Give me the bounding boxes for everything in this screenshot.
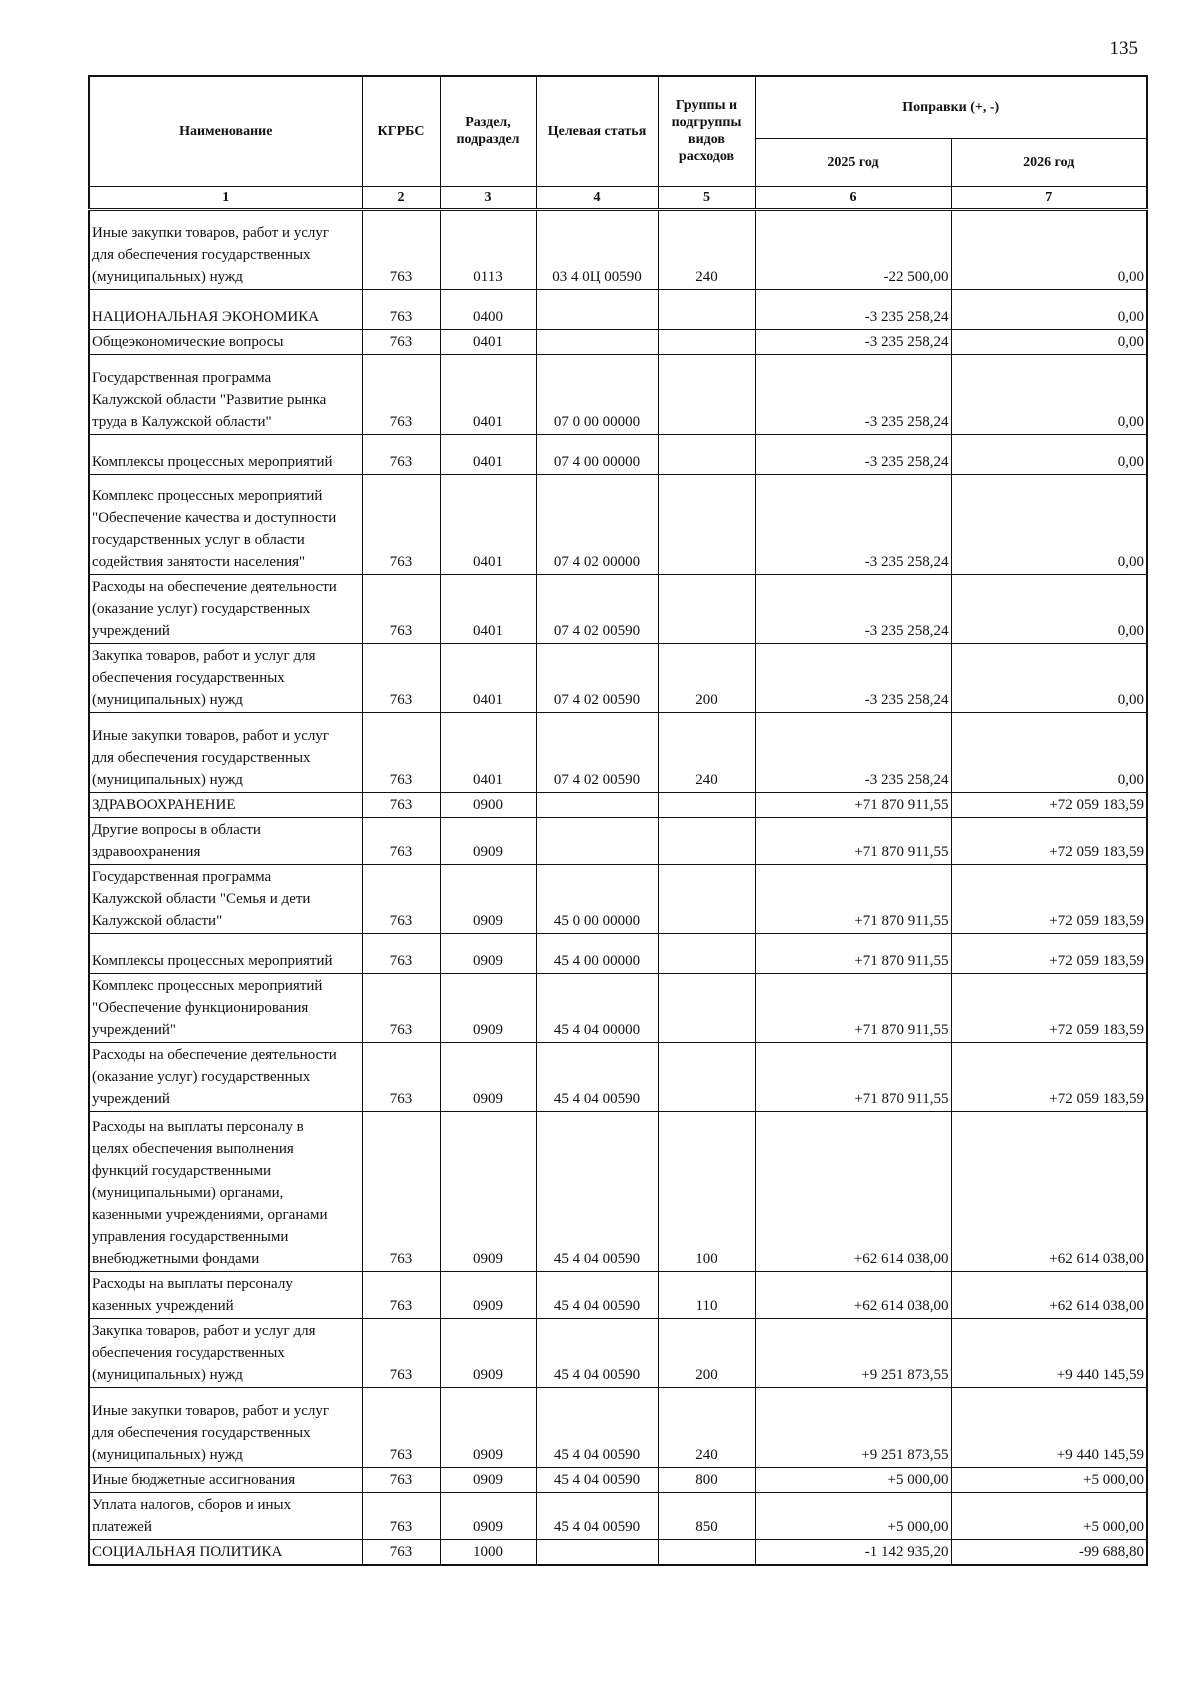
row-amendment-2026: +5 000,00 xyxy=(951,1467,1147,1492)
row-expense-group xyxy=(658,933,755,973)
row-name: Закупка товаров, работ и услуг для обеспечения государственных (муниципальных) нужд xyxy=(89,643,362,712)
row-kgrbs: 763 xyxy=(362,1271,440,1318)
row-kgrbs: 763 xyxy=(362,574,440,643)
column-number: 1 xyxy=(89,186,362,209)
row-section: 0909 xyxy=(440,1467,536,1492)
row-kgrbs: 763 xyxy=(362,1539,440,1565)
row-kgrbs: 763 xyxy=(362,973,440,1042)
row-name: Комплекс процессных мероприятий "Обеспечение функционирования учреждений" xyxy=(89,973,362,1042)
table-row xyxy=(89,817,1147,864)
row-section: 0909 xyxy=(440,1042,536,1111)
table-row xyxy=(89,574,1147,643)
row-name: Закупка товаров, работ и услуг для обеспечения государственных (муниципальных) нужд xyxy=(89,1318,362,1387)
row-amendment-2025: +71 870 911,55 xyxy=(755,973,951,1042)
row-section: 0909 xyxy=(440,933,536,973)
table-row xyxy=(89,1492,1147,1539)
row-target-article: 45 4 04 00590 xyxy=(536,1492,658,1539)
row-section: 0401 xyxy=(440,712,536,792)
row-amendment-2026: 0,00 xyxy=(951,643,1147,712)
header-year-2026: 2026 год xyxy=(951,138,1147,186)
column-number: 4 xyxy=(536,186,658,209)
row-amendment-2026: +9 440 145,59 xyxy=(951,1387,1147,1467)
row-name: Уплата налогов, сборов и иных платежей xyxy=(89,1492,362,1539)
row-amendment-2026: 0,00 xyxy=(951,474,1147,574)
row-name: Общеэкономические вопросы xyxy=(89,329,362,354)
row-amendment-2026: +62 614 038,00 xyxy=(951,1111,1147,1271)
row-expense-group xyxy=(658,354,755,434)
row-kgrbs: 763 xyxy=(362,289,440,329)
table-row xyxy=(89,1271,1147,1318)
row-expense-group xyxy=(658,973,755,1042)
row-section: 0909 xyxy=(440,1111,536,1271)
row-name: Расходы на обеспечение деятельности (оказание услуг) государственных учреждений xyxy=(89,574,362,643)
row-section: 0900 xyxy=(440,792,536,817)
row-name: Иные бюджетные ассигнования xyxy=(89,1467,362,1492)
row-expense-group xyxy=(658,289,755,329)
row-name: НАЦИОНАЛЬНАЯ ЭКОНОМИКА xyxy=(89,289,362,329)
row-amendment-2025: -3 235 258,24 xyxy=(755,643,951,712)
row-amendment-2025: +62 614 038,00 xyxy=(755,1111,951,1271)
row-kgrbs: 763 xyxy=(362,1111,440,1271)
table-row xyxy=(89,289,1147,329)
row-kgrbs: 763 xyxy=(362,933,440,973)
row-section: 0909 xyxy=(440,1492,536,1539)
column-number: 7 xyxy=(951,186,1147,209)
row-name: Иные закупки товаров, работ и услуг для обеспечения государственных (муниципальных) нужд xyxy=(89,712,362,792)
header-name: Наименование xyxy=(89,76,362,186)
row-amendment-2026: 0,00 xyxy=(951,329,1147,354)
table-row xyxy=(89,792,1147,817)
header-section: Раздел, подраздел xyxy=(440,76,536,186)
row-amendment-2025: +71 870 911,55 xyxy=(755,792,951,817)
row-amendment-2025: +71 870 911,55 xyxy=(755,864,951,933)
row-name: Государственная программа Калужской области "Семья и дети Калужской области" xyxy=(89,864,362,933)
row-expense-group: 850 xyxy=(658,1492,755,1539)
row-section: 0113 xyxy=(440,209,536,289)
budget-amendments-table xyxy=(88,75,1148,1566)
row-kgrbs: 763 xyxy=(362,712,440,792)
row-amendment-2026: 0,00 xyxy=(951,289,1147,329)
row-amendment-2026: +72 059 183,59 xyxy=(951,792,1147,817)
row-target-article: 45 4 04 00590 xyxy=(536,1111,658,1271)
row-kgrbs: 763 xyxy=(362,817,440,864)
row-section: 0401 xyxy=(440,329,536,354)
row-expense-group: 240 xyxy=(658,712,755,792)
row-expense-group: 800 xyxy=(658,1467,755,1492)
row-target-article: 07 4 02 00590 xyxy=(536,643,658,712)
row-target-article xyxy=(536,1539,658,1565)
row-name: ЗДРАВООХРАНЕНИЕ xyxy=(89,792,362,817)
row-section: 0400 xyxy=(440,289,536,329)
row-amendment-2026: 0,00 xyxy=(951,354,1147,434)
row-section: 0909 xyxy=(440,1387,536,1467)
row-amendment-2026: +5 000,00 xyxy=(951,1492,1147,1539)
row-expense-group xyxy=(658,1539,755,1565)
row-section: 0909 xyxy=(440,864,536,933)
row-kgrbs: 763 xyxy=(362,1492,440,1539)
header-year-2025: 2025 год xyxy=(755,138,951,186)
row-amendment-2026: +72 059 183,59 xyxy=(951,933,1147,973)
row-target-article: 45 4 04 00590 xyxy=(536,1271,658,1318)
row-target-article: 45 4 00 00000 xyxy=(536,933,658,973)
row-expense-group xyxy=(658,1042,755,1111)
row-amendment-2025: -3 235 258,24 xyxy=(755,712,951,792)
row-name: Комплексы процессных мероприятий xyxy=(89,933,362,973)
row-amendment-2025: -3 235 258,24 xyxy=(755,289,951,329)
page-number: 135 xyxy=(1109,38,1138,59)
row-amendment-2026: +72 059 183,59 xyxy=(951,864,1147,933)
table-row xyxy=(89,933,1147,973)
row-amendment-2025: +9 251 873,55 xyxy=(755,1387,951,1467)
row-kgrbs: 763 xyxy=(362,434,440,474)
row-amendment-2026: 0,00 xyxy=(951,434,1147,474)
row-expense-group: 240 xyxy=(658,1387,755,1467)
row-kgrbs: 763 xyxy=(362,1042,440,1111)
row-name: Комплекс процессных мероприятий "Обеспечение качества и доступности государственных услуг в области содействия занятости населения" xyxy=(89,474,362,574)
column-number: 5 xyxy=(658,186,755,209)
row-expense-group xyxy=(658,792,755,817)
row-expense-group: 200 xyxy=(658,643,755,712)
row-amendment-2026: 0,00 xyxy=(951,574,1147,643)
row-kgrbs: 763 xyxy=(362,643,440,712)
row-name: Государственная программа Калужской области "Развитие рынка труда в Калужской области" xyxy=(89,354,362,434)
row-expense-group xyxy=(658,817,755,864)
row-target-article: 45 0 00 00000 xyxy=(536,864,658,933)
row-kgrbs: 763 xyxy=(362,209,440,289)
row-name: Расходы на выплаты персоналу казенных учреждений xyxy=(89,1271,362,1318)
row-target-article: 07 4 02 00590 xyxy=(536,574,658,643)
row-amendment-2025: -1 142 935,20 xyxy=(755,1539,951,1565)
row-section: 0401 xyxy=(440,434,536,474)
row-kgrbs: 763 xyxy=(362,1387,440,1467)
table-row xyxy=(89,643,1147,712)
header-kgrbs: КГРБС xyxy=(362,76,440,186)
table-row xyxy=(89,864,1147,933)
table-row xyxy=(89,209,1147,289)
table-row xyxy=(89,1387,1147,1467)
column-number: 3 xyxy=(440,186,536,209)
table-row xyxy=(89,329,1147,354)
row-target-article: 07 4 02 00000 xyxy=(536,474,658,574)
table-body xyxy=(89,209,1147,1565)
row-kgrbs: 763 xyxy=(362,329,440,354)
header-amendments: Поправки (+, -) xyxy=(755,76,1147,138)
table-row xyxy=(89,474,1147,574)
row-amendment-2026: +72 059 183,59 xyxy=(951,1042,1147,1111)
row-amendment-2025: -3 235 258,24 xyxy=(755,574,951,643)
row-kgrbs: 763 xyxy=(362,474,440,574)
table-row xyxy=(89,434,1147,474)
row-target-article: 45 4 04 00590 xyxy=(536,1467,658,1492)
row-name: Иные закупки товаров, работ и услуг для обеспечения государственных (муниципальных) нужд xyxy=(89,209,362,289)
row-section: 0909 xyxy=(440,1318,536,1387)
row-amendment-2025: +5 000,00 xyxy=(755,1492,951,1539)
row-amendment-2025: +5 000,00 xyxy=(755,1467,951,1492)
column-number: 6 xyxy=(755,186,951,209)
row-kgrbs: 763 xyxy=(362,354,440,434)
row-target-article: 07 0 00 00000 xyxy=(536,354,658,434)
row-target-article xyxy=(536,289,658,329)
header-target: Целевая статья xyxy=(536,76,658,186)
row-amendment-2026: +9 440 145,59 xyxy=(951,1318,1147,1387)
table-row xyxy=(89,1111,1147,1271)
row-expense-group: 100 xyxy=(658,1111,755,1271)
table-row xyxy=(89,1467,1147,1492)
row-target-article xyxy=(536,329,658,354)
row-amendment-2026: +72 059 183,59 xyxy=(951,973,1147,1042)
row-name: Другие вопросы в области здравоохранения xyxy=(89,817,362,864)
row-target-article: 07 4 02 00590 xyxy=(536,712,658,792)
row-section: 0401 xyxy=(440,474,536,574)
row-amendment-2025: +71 870 911,55 xyxy=(755,933,951,973)
row-amendment-2025: +9 251 873,55 xyxy=(755,1318,951,1387)
row-section: 0401 xyxy=(440,354,536,434)
row-target-article: 45 4 04 00590 xyxy=(536,1387,658,1467)
table-row xyxy=(89,1042,1147,1111)
row-name: СОЦИАЛЬНАЯ ПОЛИТИКА xyxy=(89,1539,362,1565)
table-row xyxy=(89,1318,1147,1387)
row-amendment-2026: +72 059 183,59 xyxy=(951,817,1147,864)
row-name: Расходы на обеспечение деятельности (оказание услуг) государственных учреждений xyxy=(89,1042,362,1111)
row-amendment-2026: +62 614 038,00 xyxy=(951,1271,1147,1318)
row-amendment-2025: +62 614 038,00 xyxy=(755,1271,951,1318)
row-kgrbs: 763 xyxy=(362,1318,440,1387)
row-section: 0909 xyxy=(440,973,536,1042)
row-amendment-2025: -3 235 258,24 xyxy=(755,354,951,434)
row-name: Иные закупки товаров, работ и услуг для обеспечения государственных (муниципальных) нужд xyxy=(89,1387,362,1467)
row-section: 0401 xyxy=(440,643,536,712)
row-amendment-2025: -22 500,00 xyxy=(755,209,951,289)
row-expense-group xyxy=(658,329,755,354)
row-expense-group: 110 xyxy=(658,1271,755,1318)
row-kgrbs: 763 xyxy=(362,864,440,933)
row-expense-group: 240 xyxy=(658,209,755,289)
row-expense-group xyxy=(658,574,755,643)
row-name: Комплексы процессных мероприятий xyxy=(89,434,362,474)
row-kgrbs: 763 xyxy=(362,792,440,817)
row-name: Расходы на выплаты персоналу в целях обеспечения выполнения функций государственными (муниципальными) органами, казенными учреждениями, органами управления государственными внебюджетными фондами xyxy=(89,1111,362,1271)
row-target-article xyxy=(536,817,658,864)
row-amendment-2025: -3 235 258,24 xyxy=(755,434,951,474)
row-target-article: 45 4 04 00590 xyxy=(536,1318,658,1387)
row-section: 1000 xyxy=(440,1539,536,1565)
header-groups: Группы и подгруппы видов расходов xyxy=(658,76,755,186)
table-row xyxy=(89,354,1147,434)
row-amendment-2025: +71 870 911,55 xyxy=(755,817,951,864)
row-amendment-2025: -3 235 258,24 xyxy=(755,474,951,574)
row-kgrbs: 763 xyxy=(362,1467,440,1492)
row-section: 0909 xyxy=(440,1271,536,1318)
row-amendment-2025: +71 870 911,55 xyxy=(755,1042,951,1111)
row-section: 0401 xyxy=(440,574,536,643)
table-row xyxy=(89,1539,1147,1565)
row-target-article: 07 4 00 00000 xyxy=(536,434,658,474)
row-amendment-2026: -99 688,80 xyxy=(951,1539,1147,1565)
table-row xyxy=(89,712,1147,792)
row-expense-group: 200 xyxy=(658,1318,755,1387)
row-section: 0909 xyxy=(440,817,536,864)
row-target-article: 45 4 04 00000 xyxy=(536,973,658,1042)
row-expense-group xyxy=(658,864,755,933)
row-target-article: 03 4 0Ц 00590 xyxy=(536,209,658,289)
row-expense-group xyxy=(658,474,755,574)
row-target-article xyxy=(536,792,658,817)
table-row xyxy=(89,973,1147,1042)
row-amendment-2026: 0,00 xyxy=(951,712,1147,792)
column-number: 2 xyxy=(362,186,440,209)
row-amendment-2025: -3 235 258,24 xyxy=(755,329,951,354)
row-expense-group xyxy=(658,434,755,474)
row-target-article: 45 4 04 00590 xyxy=(536,1042,658,1111)
row-amendment-2026: 0,00 xyxy=(951,209,1147,289)
